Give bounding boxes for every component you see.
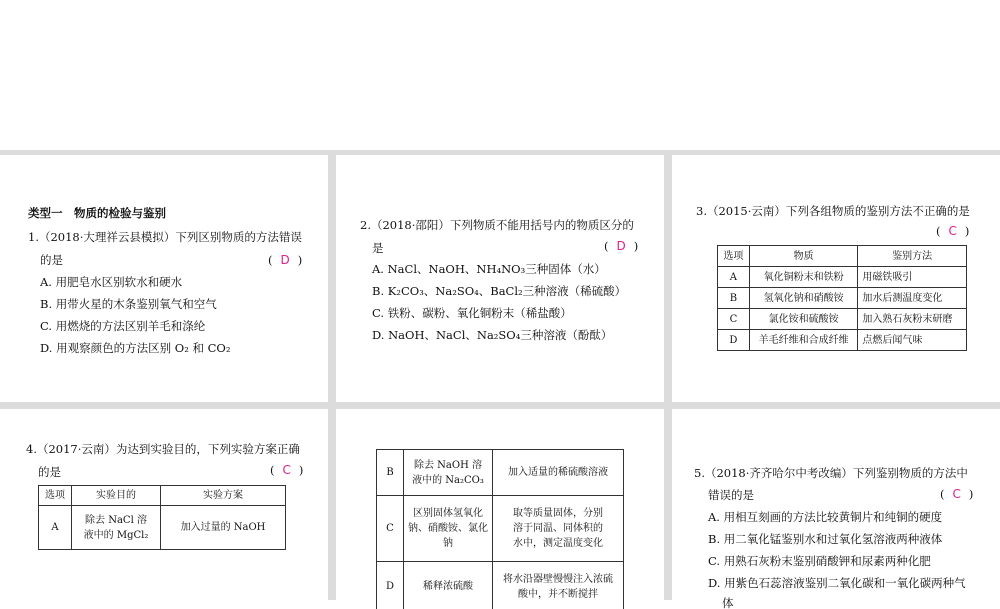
q5-option-d: D. 用紫色石蕊溶液鉴别二氧化碳和一氧化碳两种气 [708, 575, 966, 591]
q1-option-a: A. 用肥皂水区别软水和硬水 [40, 274, 182, 290]
panel-question-3 [672, 155, 1000, 402]
q3-answer-letter: C [949, 224, 957, 238]
table-row [718, 288, 967, 309]
q3-cell: C [718, 309, 750, 330]
panel-question-1 [0, 155, 328, 402]
q5-option-b: B. 用二氧化锰鉴别水和过氧化氢溶液两种液体 [708, 531, 942, 547]
q4-row-a-plan: 加入过量的 NaOH [161, 506, 286, 550]
q3-cell: D [718, 330, 750, 351]
section-heading: 类型一 物质的检验与鉴别 [28, 205, 166, 221]
q2-answer: ( D ) [604, 238, 638, 254]
row-c-plan-line1: 取等质量固体，分别 [497, 506, 619, 521]
q2-option-d: D. NaOH、NaCl、Na₂SO₄三种溶液（酚酞） [372, 327, 612, 343]
slide-grid [0, 150, 1000, 600]
q4-row-a-goal-line2: 液中的 MgCl₂ [76, 528, 156, 543]
row-d-plan-line2: 酸中，并不断搅拌 [497, 587, 619, 602]
q4-answer: ( C ) [270, 462, 303, 478]
q3-table [717, 245, 967, 351]
top-blank-area [0, 0, 1000, 150]
q1-option-b: B. 用带火星的木条鉴别氧气和空气 [40, 296, 217, 312]
row-c-goal-line2: 钠、硝酸铵、氯化钠 [408, 521, 488, 551]
q2-answer-letter: D [617, 239, 626, 253]
row-b-goal [404, 450, 493, 496]
q4-header-option: 选项 [39, 486, 72, 506]
row-c-plan-line3: 水中，测定温度变化 [497, 536, 619, 551]
q3-cell: A [718, 267, 750, 288]
q3-cell: 加入熟石灰粉末研磨 [858, 309, 967, 330]
q2-option-b: B. K₂CO₃、Na₂SO₄、BaCl₂三种溶液（稀硫酸） [372, 283, 626, 299]
q3-cell: 点燃后闻气味 [858, 330, 967, 351]
table-row [39, 506, 286, 550]
q3-cell: 用磁铁吸引 [858, 267, 967, 288]
q4-stem-cont: 的是 [38, 464, 61, 480]
q2-stem-cont: 是 [372, 240, 384, 256]
table-row [718, 309, 967, 330]
q4-table-continued [376, 449, 624, 609]
q5-option-a: A. 用相互刻画的方法比较黄铜片和纯铜的硬度 [708, 509, 942, 525]
q5-stem: 5.（2018·齐齐哈尔中考改编）下列鉴别物质的方法中 [694, 465, 968, 481]
q4-header-goal: 实验目的 [72, 486, 161, 506]
table-row [377, 562, 624, 609]
q5-stem-cont: 错误的是 [708, 487, 754, 503]
q4-row-a-goal [72, 506, 161, 550]
q5-answer: ( C ) [940, 486, 973, 502]
panel-question-4-continued [336, 409, 664, 609]
q2-option-c: C. 铁粉、碳粉、氧化铜粉末（稀盐酸） [372, 305, 572, 321]
q1-stem: 1.（2018·大理祥云县模拟）下列区别物质的方法错误 [28, 229, 302, 245]
q5-option-d-cont: 体 [722, 595, 734, 609]
row-c-goal-line1: 区别固体氢氧化 [408, 506, 488, 521]
q3-cell: 羊毛纤维和合成纤维 [749, 330, 858, 351]
q3-header-substance: 物质 [749, 246, 858, 267]
q5-answer-letter: C [953, 487, 961, 501]
q4-table [38, 485, 286, 550]
q3-header-method: 鉴别方法 [858, 246, 967, 267]
q1-answer: ( D ) [268, 252, 302, 268]
row-d-plan-line1: 将水沿器壁慢慢注入浓硫 [497, 572, 619, 587]
row-c-goal [404, 496, 493, 562]
table-row [718, 267, 967, 288]
q3-header-option: 选项 [718, 246, 750, 267]
q4-header-plan: 实验方案 [161, 486, 286, 506]
q4-row-a-option: A [39, 506, 72, 550]
q3-cell: 氢氧化钠和硝酸铵 [749, 288, 858, 309]
panel-question-2 [336, 155, 664, 402]
q3-answer: ( C ) [936, 223, 969, 239]
table-row [377, 450, 624, 496]
q1-option-d: D. 用观察颜色的方法区别 O₂ 和 CO₂ [40, 340, 230, 356]
row-b-goal-line1: 除去 NaOH 溶 [408, 458, 488, 473]
panel-question-5 [672, 409, 1000, 609]
row-b-plan: 加入适量的稀硫酸溶液 [493, 450, 624, 496]
q4-row-a-goal-line1: 除去 NaCl 溶 [76, 513, 156, 528]
q2-option-a: A. NaCl、NaOH、NH₄NO₃三种固体（水） [372, 261, 606, 277]
q3-cell: B [718, 288, 750, 309]
q3-cell: 氯化铵和硫酸铵 [749, 309, 858, 330]
q4-answer-letter: C [283, 463, 291, 477]
q3-stem: 3.（2015·云南）下列各组物质的鉴别方法不正确的是 [696, 203, 970, 219]
row-b-option: B [377, 450, 404, 496]
q1-option-c: C. 用燃烧的方法区别羊毛和涤纶 [40, 318, 205, 334]
q1-answer-letter: D [281, 253, 290, 267]
table-row [377, 496, 624, 562]
row-c-option: C [377, 496, 404, 562]
row-c-plan [493, 496, 624, 562]
q2-stem: 2.（2018·邵阳）下列物质不能用括号内的物质区分的 [360, 217, 634, 233]
row-d-option: D [377, 562, 404, 609]
row-b-goal-line2: 液中的 Na₂CO₃ [408, 473, 488, 488]
row-c-plan-line2: 溶于同温、同体积的 [497, 521, 619, 536]
row-d-goal: 稀释浓硫酸 [404, 562, 493, 609]
q3-cell: 氧化铜粉末和铁粉 [749, 267, 858, 288]
q3-cell: 加水后测温度变化 [858, 288, 967, 309]
row-d-plan [493, 562, 624, 609]
table-row [718, 330, 967, 351]
q1-stem-cont: 的是 [40, 252, 63, 268]
q4-stem: 4.（2017·云南）为达到实验目的，下列实验方案正确 [26, 441, 300, 457]
q5-option-c: C. 用熟石灰粉末鉴别硝酸钾和尿素两种化肥 [708, 553, 931, 569]
panel-question-4 [0, 409, 328, 609]
